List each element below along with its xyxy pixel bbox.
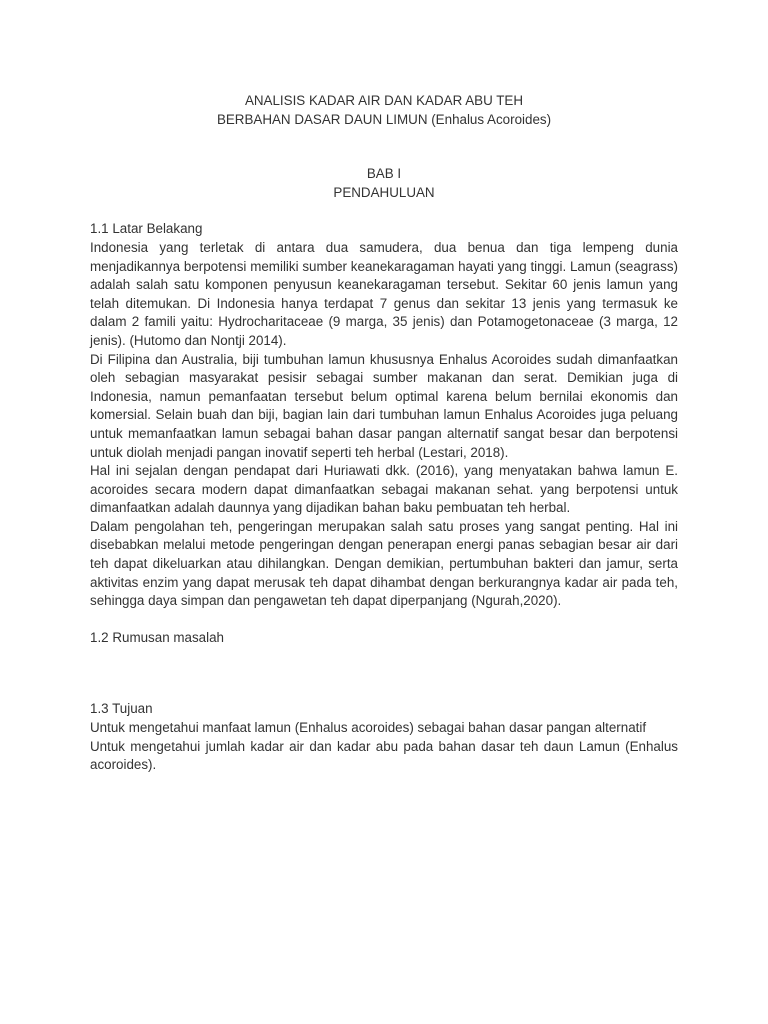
section-tujuan — [90, 700, 678, 774]
document-content — [90, 92, 678, 775]
paragraph-4: Dalam pengolahan teh, pengeringan merupakan salah satu proses yang sangat penting. Hal ini disebabkan melalui metode pengeringan dengan penerapan energi panas sebagian besar air dari teh dapat dikeluarkan atau dihilangkan. Dengan demikian, pertumbuhan bakteri dan jamur, serta aktivitas enzim yang dapat merusak teh dapat dihambat dengan berkurangnya kadar air pada teh, sehingga daya simpan dan pengawetan teh dapat diperpanjang (Ngurah,2020). — [90, 518, 678, 609]
section-latar-belakang — [90, 220, 678, 610]
section-rumusan-masalah — [90, 629, 678, 648]
chapter-number: BAB I — [366, 166, 402, 182]
spacer — [90, 647, 678, 700]
section-heading-latar: 1.1 Latar Belakang — [90, 221, 203, 237]
title-line-1: ANALISIS KADAR AIR DAN KADAR ABU TEH — [244, 93, 524, 108]
spacer — [90, 611, 678, 629]
document-title — [90, 92, 678, 129]
chapter-title: PENDAHULUAN — [333, 184, 435, 200]
section-heading-rumusan: 1.2 Rumusan masalah — [90, 629, 224, 645]
title-line-2: BERBAHAN DASAR DAUN LIMUN (Enhalus Acoroides) — [216, 111, 552, 127]
chapter-heading — [90, 165, 678, 202]
tujuan-item-1: Untuk mengetahui manfaat lamun (Enhalus acoroides) sebagai bahan dasar pangan alternatif — [90, 720, 647, 736]
paragraph-1: Indonesia yang terletak di antara dua samudera, dua benua dan tiga lempeng dunia menjadikannya berpotensi memiliki sumber keanekaragaman hayati yang tinggi. Lamun (seagrass) adalah salah satu komponen penyusun keanekaragaman tersebut. Sekitar 60 jenis lamun yang telah ditemukan. Di Indonesia hanya terdapat 7 genus dan sekitar 13 jenis yang termasuk ke dalam 2 famili yaitu: Hydrocharitaceae (9 marga, 35 jenis) dan Potamogetonaceae (3 marga, 12 jenis). (Hutomo dan Nontji 2014). — [90, 239, 678, 348]
paragraph-3: Hal ini sejalan dengan pendapat dari Huriawati dkk. (2016), yang menyatakan bahwa lamun E. acoroides secara modern dapat dimanfaatkan sebagai makanan sehat. yang berpotensi untuk dimanfaatkan adalah daunnya yang dijadikan bahan baku pembuatan teh herbal. — [90, 463, 678, 516]
tujuan-item-2: Untuk mengetahui jumlah kadar air dan kadar abu pada bahan dasar teh daun Lamun (Enhalus acoroides). — [90, 738, 678, 773]
section-heading-tujuan: 1.3 Tujuan — [90, 701, 153, 717]
paragraph-2: Di Filipina dan Australia, biji tumbuhan lamun khususnya Enhalus Acoroides sudah dimanfaatkan oleh sebagian masyarakat pesisir sebagai sumber makanan dan serat. Demikian juga di Indonesia, namun pemanfaatan tersebut belum optimal karena belum bernilai ekonomis dan komersial. Selain buah dan biji, bagian lain dari tumbuhan lamun Enhalus Acoroides juga peluang untuk memanfaatkan lamun sebagai bahan dasar pangan alternatif sangat besar dan berpotensi untuk diolah menjadi pangan inovatif seperti teh herbal (Lestari, 2018). — [90, 351, 678, 460]
